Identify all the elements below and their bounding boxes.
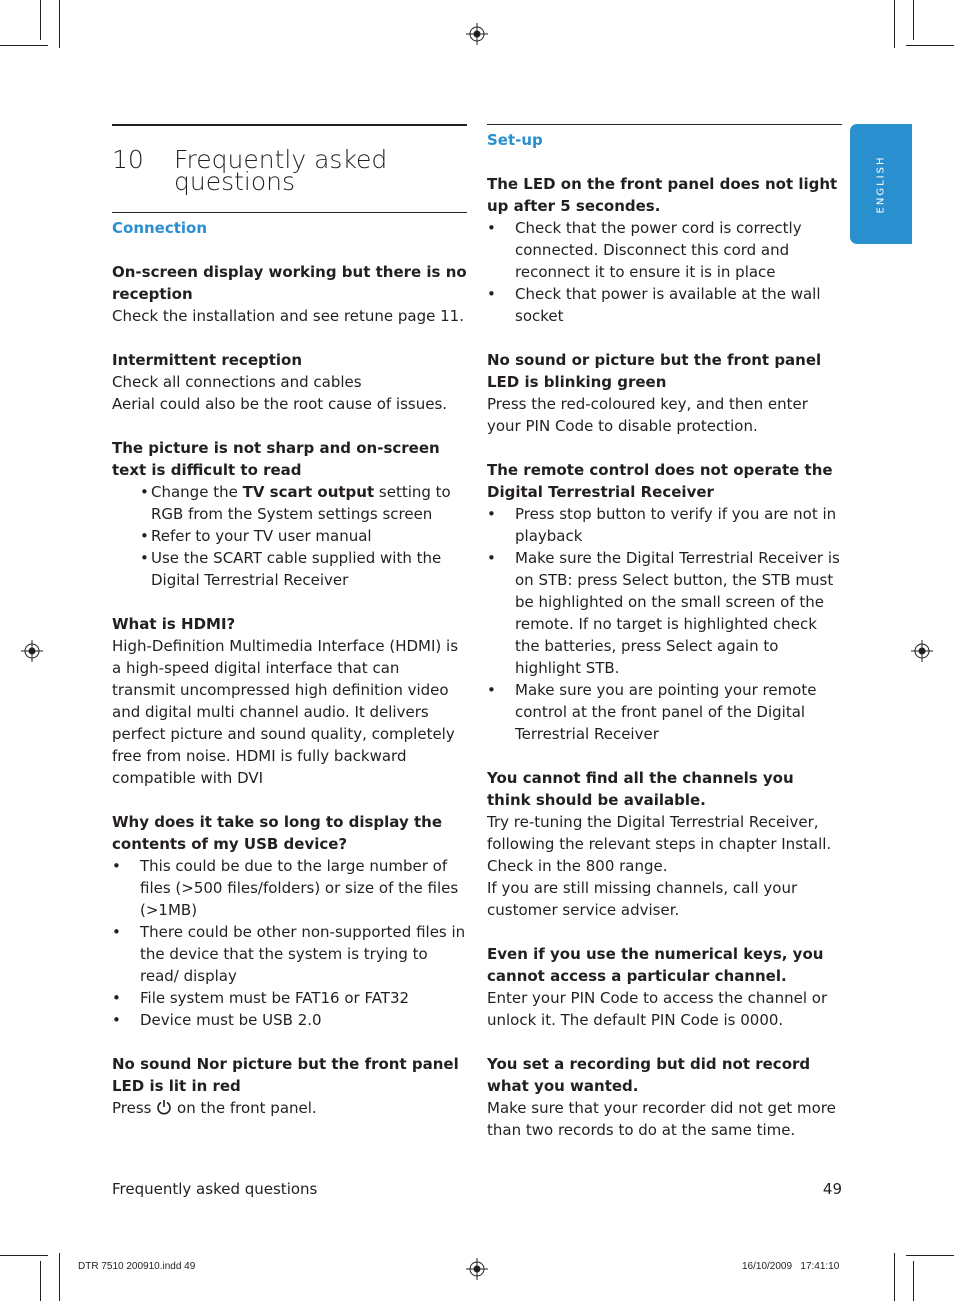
faq-answer: Aerial could also be the root cause of issues. (112, 395, 448, 413)
page-number: 49 (822, 1180, 842, 1198)
crop-mark (40, 1261, 41, 1301)
slug-timestamp: 16/10/2009 17:41:10 (742, 1261, 840, 1272)
faq-question: Why does it take so long to display the contents of my USB device? (112, 813, 442, 853)
crop-mark (894, 1253, 895, 1301)
faq-answer: Make sure that your recorder did not get more than two records to do at the same time. (487, 1099, 836, 1139)
faq-question: Intermittent reception (112, 351, 303, 369)
faq-answer: If you are still missing channels, call your customer service adviser. (487, 879, 798, 919)
crop-mark (913, 0, 914, 40)
list-item: • File system must be FAT16 or FAT32 (112, 987, 467, 1009)
faq-question: The remote control does not operate the Digital Terrestrial Receiver (487, 461, 833, 501)
language-tab (850, 124, 912, 244)
registration-mark-icon (466, 1258, 488, 1280)
registration-mark-icon (911, 640, 933, 662)
crop-mark (906, 1255, 954, 1256)
faq-question: You cannot find all the channels you think should be available. (487, 769, 794, 809)
crop-mark (0, 45, 48, 46)
chapter-title (174, 145, 467, 196)
faq-bullet-list (112, 481, 467, 591)
faq-question: No sound Nor picture but the front panel LED is lit in red (112, 1055, 459, 1095)
faq-question: You set a recording but did not record what you wanted. (487, 1055, 811, 1095)
faq-answer: Check all connections and cables (112, 373, 362, 391)
list-item: • This could be due to the large number of files (>500 files/folders) or size of the files (>1MB) (112, 855, 467, 921)
language-tab-label: ENGLISH (875, 155, 887, 213)
faq-question: Even if you use the numerical keys, you cannot access a particular channel. (487, 945, 824, 985)
faq-answer: Try re-tuning the Digital Terrestrial Receiver, following the relevant steps in chapter Install. Check in the 800 range. (487, 813, 832, 875)
faq-question: On-screen display working but there is no reception (112, 263, 467, 303)
section-title-setup: Set-up (487, 131, 543, 149)
list-item: • Press stop button to verify if you are not in playback (487, 503, 842, 547)
list-item: • There could be other non-supported files in the device that the system is trying to read/ display (112, 921, 467, 987)
left-column (112, 124, 467, 1119)
faq-answer: Check the installation and see retune page 11. (112, 307, 464, 325)
list-item: • Make sure the Digital Terrestrial Receiver is on STB: press Select button, the STB must be highlighted on the small screen of the remote. If no target is highlighted check the batteries, press Select again to highlight STB. (487, 547, 842, 679)
section-title-connection: Connection (112, 219, 208, 237)
crop-mark (59, 0, 60, 48)
crop-mark (894, 0, 895, 48)
faq-bullet-list (112, 855, 467, 1031)
chapter-heading (112, 126, 467, 212)
list-item: • Use the SCART cable supplied with the Digital Terrestrial Receiver (140, 547, 467, 591)
list-item: • Check that power is available at the wall socket (487, 283, 842, 327)
chapter-number: 10 (112, 145, 144, 174)
faq-answer: Press on the front panel. (112, 1099, 317, 1117)
registration-mark-icon (21, 640, 43, 662)
chapter-title-line: Frequently asked (174, 145, 388, 174)
list-item: • Change the TV scart output setting to RGB from the System settings screen (140, 481, 467, 525)
crop-mark (59, 1253, 60, 1301)
faq-answer: Enter your PIN Code to access the channel or unlock it. The default PIN Code is 0000. (487, 989, 828, 1029)
faq-question: No sound or picture but the front panel LED is blinking green (487, 351, 822, 391)
right-column (487, 124, 842, 1141)
list-item: • Refer to your TV user manual (140, 525, 467, 547)
power-icon (156, 1099, 172, 1115)
crop-mark (40, 0, 41, 40)
footer-label: Frequently asked questions (112, 1180, 318, 1198)
faq-bullet-list (487, 503, 842, 745)
faq-answer: Press the red-coloured key, and then enter your PIN Code to disable protection. (487, 395, 808, 435)
list-item: • Check that the power cord is correctly connected. Disconnect this cord and reconnect it to ensure it is in place (487, 217, 842, 283)
slug-filename: DTR 7510 200910.indd 49 (78, 1261, 196, 1272)
crop-mark (913, 1261, 914, 1301)
faq-question: The LED on the front panel does not light up after 5 secondes. (487, 175, 838, 215)
list-item: • Device must be USB 2.0 (112, 1009, 467, 1031)
faq-answer: High-Definition Multimedia Interface (HDMI) is a high-speed digital interface that can transmit uncompressed high definition video and digital multi channel audio. It delivers perfect picture and sound quality, completely free from noise. HDMI is fully backward compatible with DVI (112, 637, 459, 787)
emphasis: TV scart output (242, 483, 375, 501)
registration-mark-icon (466, 23, 488, 45)
chapter-title-line: questions (174, 167, 296, 196)
faq-question: What is HDMI? (112, 615, 236, 633)
crop-mark (0, 1255, 48, 1256)
crop-mark (906, 45, 954, 46)
faq-question: The picture is not sharp and on-screen text is difficult to read (112, 439, 440, 479)
faq-bullet-list (487, 217, 842, 327)
list-item: • Make sure you are pointing your remote control at the front panel of the Digital Terrestrial Receiver (487, 679, 842, 745)
